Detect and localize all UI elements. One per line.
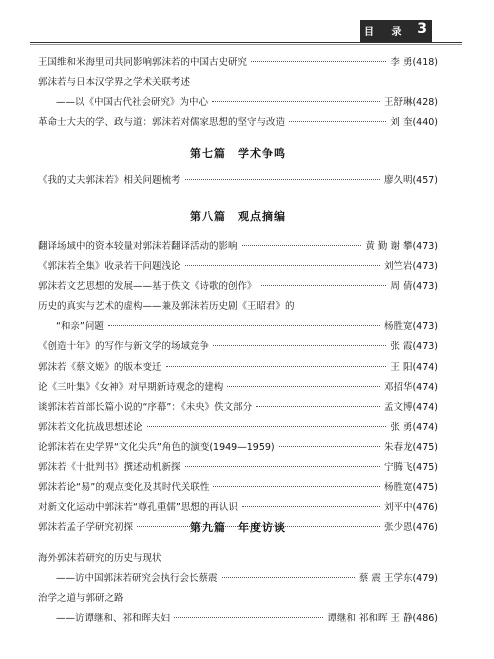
entry-title: 治学之道与郭研之路 [38,593,124,605]
entry-title: 论郭沫若在史学界“文化尖兵”角色的演变(1949—1959) [38,441,275,453]
entry-author-page: 张 霞(473) [390,341,438,353]
toc-entry [38,461,438,481]
header-label: 目 录 [364,27,409,38]
entry-title: 《我的丈夫郭沫若》相关问题梳考 [38,175,181,186]
entry-title: 郭沫若与日本汉学界之学术关联考述 [38,77,191,89]
entry-subtitle: ——访中国郭沫若研究会执行会长蔡震 [56,573,218,585]
toc-entry [38,421,438,441]
entry-title: 郭沫若文艺思想的发展——基于佚文《诗歌的创作》 [38,281,257,293]
leader-dots [213,345,386,346]
toc-entry [38,56,438,76]
leader-dots [108,325,380,326]
entry-title: 郭沫若孟子学研究初探 [38,522,134,534]
leader-dots [222,577,355,578]
section-7 [38,142,438,166]
leader-dots [174,617,323,618]
toc-entry [38,76,438,96]
entry-title: 郭沫若《蔡文姬》的版本变迁 [38,361,162,373]
entry-author-page: 王舒琳(428) [383,97,438,109]
toc-entry [38,592,438,612]
toc-entry [38,572,438,592]
leader-dots [261,285,387,286]
entry-author-page: 谭继和 祁和晖 王 静(486) [327,613,438,625]
entry-title: 论《三叶集》《女神》对早期新诗观念的建构 [38,381,224,393]
entry-author-page: 杨胜宽(473) [383,321,438,333]
toc-entry [38,320,438,340]
leader-dots [242,245,362,246]
toc-entry [38,552,438,572]
entry-title: 海外郭沫若研究的历史与现状 [38,553,162,564]
entry-title: 革命士大夫的学、政与道：郭沫若对儒家思想的坚守与改造 [38,117,286,129]
leader-dots [212,101,380,102]
entry-author-page: 邓招华(474) [383,381,438,393]
entry-title-continued: “和亲”问题 [56,321,104,333]
leader-dots [185,265,380,266]
section-heading: 第七篇 学术争鸣 [190,147,286,160]
toc-entry [38,441,438,461]
header-rule [30,42,462,43]
entry-title: 《创造十年》的写作与新文学的场域竞争 [38,341,210,353]
entry-title: 《郭沫若全集》收录若干问题浅论 [38,261,181,273]
toc-entry [38,340,438,360]
entry-author-page: 朱春龙(475) [383,441,438,453]
leader-dots [251,61,386,62]
header-rule-thin [30,44,462,45]
toc-entry [38,361,438,381]
entry-author-page: 周 倩(473) [390,281,438,293]
leader-dots [166,366,387,367]
toc-entry [38,260,438,280]
leader-dots [256,406,380,407]
leader-dots [279,446,380,447]
leader-dots [289,121,386,122]
entry-title: 谈郭沫若首部长篇小说的“序幕”：《未央》佚文部分 [38,401,253,413]
leader-dots [227,386,380,387]
section-8 [38,205,438,229]
toc-entry [38,116,438,136]
entry-subtitle: ——访谭继和、祁和晖夫妇 [56,613,171,625]
toc-entry [38,174,438,194]
page-header [360,20,432,42]
entry-author-page: 杨胜宽(475) [383,482,438,494]
toc-block-4 [38,552,438,632]
toc-entry [38,381,438,401]
entry-title: 翻译场域中的资本较量对郭沫若翻译活动的影响 [38,241,238,252]
toc-entry [38,240,438,260]
entry-author-page: 王 阳(474) [390,361,438,373]
leader-dots [185,466,380,467]
entry-title: 历史的真实与艺术的虚构——兼及郭沫若历史剧《王昭君》的 [38,301,295,313]
entry-title: 郭沫若《十批判书》撰述动机新探 [38,462,181,474]
entry-subtitle: ——以《中国古代社会研究》为中心 [56,97,209,109]
entry-author-page: 李 勇(418) [390,57,438,68]
section-heading: 第八篇 观点摘编 [190,210,286,223]
entry-author-page: 张 勇(474) [390,421,438,433]
toc-entry [38,300,438,320]
toc-block-1 [38,56,438,136]
toc-entry [38,481,438,501]
entry-author-page: 蔡 震 王学东(479) [358,573,438,585]
leader-dots [185,179,380,180]
entry-author-page: 宁腾飞(475) [383,462,438,474]
entry-title: 对新文化运动中郭沫若“尊孔重儒”思想的再认识 [38,502,238,514]
toc-block-2 [38,174,438,194]
toc-entry [38,401,438,421]
entry-title: 王国维和米海里司共同影响郭沫若的中国古史研究 [38,57,248,68]
entry-author-page: 张少恩(476) [383,522,438,534]
leader-dots [242,506,380,507]
toc-block-3 [38,240,438,541]
entry-author-page: 刘竺岩(473) [383,261,438,273]
toc-entry [38,96,438,116]
entry-title: 郭沫若文化抗战思想述论 [38,421,143,433]
entry-author-page: 廖久明(457) [383,175,438,186]
entry-author-page: 孟文博(474) [383,401,438,413]
section-9 [38,516,438,540]
page-number: 3 [417,21,427,37]
toc-entry [38,612,438,632]
entry-author-page: 刘平中(476) [383,502,438,514]
entry-author-page: 黄 勤 谢 攀(473) [365,241,438,252]
toc-entry [38,280,438,300]
leader-dots [147,426,387,427]
section-heading: 第九篇 年度访谈 [190,521,286,534]
entry-title: 郭沫若论“易”的观点变化及其时代关联性 [38,482,210,494]
leader-dots [213,486,380,487]
entry-author-page: 刘 奎(440) [390,117,438,129]
